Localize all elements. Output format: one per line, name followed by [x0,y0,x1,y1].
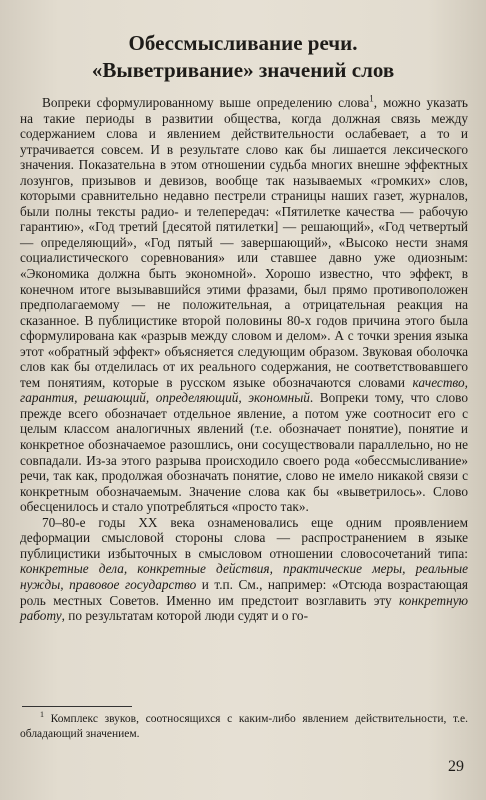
footnote-reference: 1 [369,93,374,104]
footnote-divider [22,706,132,707]
body-text [20,95,468,624]
footnote [20,712,468,742]
footnote-text: Комплекс звуков, соотносящихся с каким-либо явлением действительности, т.е. обладающий значением. [20,713,468,740]
page-number: 29 [448,758,464,775]
text-run: Вопреки сформулированному выше определению слова [42,95,370,110]
italic-term: качество, гарантия, решающий, определяющий, экономный [20,374,468,406]
heading-line-1: Обессмысливание речи. [128,31,358,55]
paragraph-1 [20,95,468,515]
text-run: и т.п. См., например: «Отсюда возрастающая роль местных Советов. Именно им предстоит возглавить эту [20,576,469,608]
italic-term: конкретные дела, конкретные действия, практические меры, реальные нужды, правовое государство [20,561,468,592]
heading-line-2: «Выветривание» значений слов [91,58,395,82]
chapter-heading [20,30,466,84]
paragraph-2 [20,515,468,624]
footnote-mark: 1 [40,710,44,720]
text-run: , можно указать на такие периоды в развитии общества, когда должная связь между содержанием слова и явлением действительности ослабевает, а то и утрачивается совсем. И в результате слово как бы лишается лексического значения. Показательна в этом отношении судьба многих внешне эффектных лозунгов, призывов и девизов, вообще так называемых «громких» слов, которыми сравнительно недавно пестрели страницы наших газет, журналов, были полны тексты радио- и телепередач: «Пятилетке качества — рабочую гарантию», «Год третий [десятой пятилетки] — решающий», «Год четвертый — определяющий», «Год пятый — завершающий», «Высоко нести знамя социалистического соревнования» или ставшее давно уже одиозным: «Экономика должна быть экономной». Хорошо известно, что эффект, в конечном итоге вызывавшийся этими фразами, был прямо противоположен предполагаемому — не положительная, а отрицательная реакция на сказанное. В публицистике второй половины 80-х годов причина этого была сформулирована как «разрыв между словом и делом». А с точки зрения языка этот «обратный эффект» объясняется следующим образом. Звуковая оболочка слов как бы отделилась от их реального содержания, не соответствовавшего тем понятиям, которые в русском языке обозначаются словами [20,95,468,390]
text-run: , по результатам которой люди судят и о го- [61,608,309,624]
italic-term: конкретную работу [20,592,468,624]
text-run: 70–80-е годы XX века ознаменовались еще одним проявлением деформации смысловой стороны слова — распространением в языке публицистики избыточных в смысловом отношении словосочетаний типа: [20,514,468,561]
text-run: . Вопреки тому, что слово прежде всего обозначает отдельное явление, а потом уже соотносит его с целым классом аналогичных явлений (т.е. обозначает понятие), понятие и конкретное обозначаемое разошлись, они сосуществовали параллельно, но не совпадали. Из-за этого разрыва происходило своего рода «обессмысливание» речи, так как, продолжая обозначать понятие, слово не имело никакой связи с конкретным обозначаемым. Значение слова как бы «выветрилось». Слово обесценилось и стало употребляться «просто так». [20,390,469,515]
